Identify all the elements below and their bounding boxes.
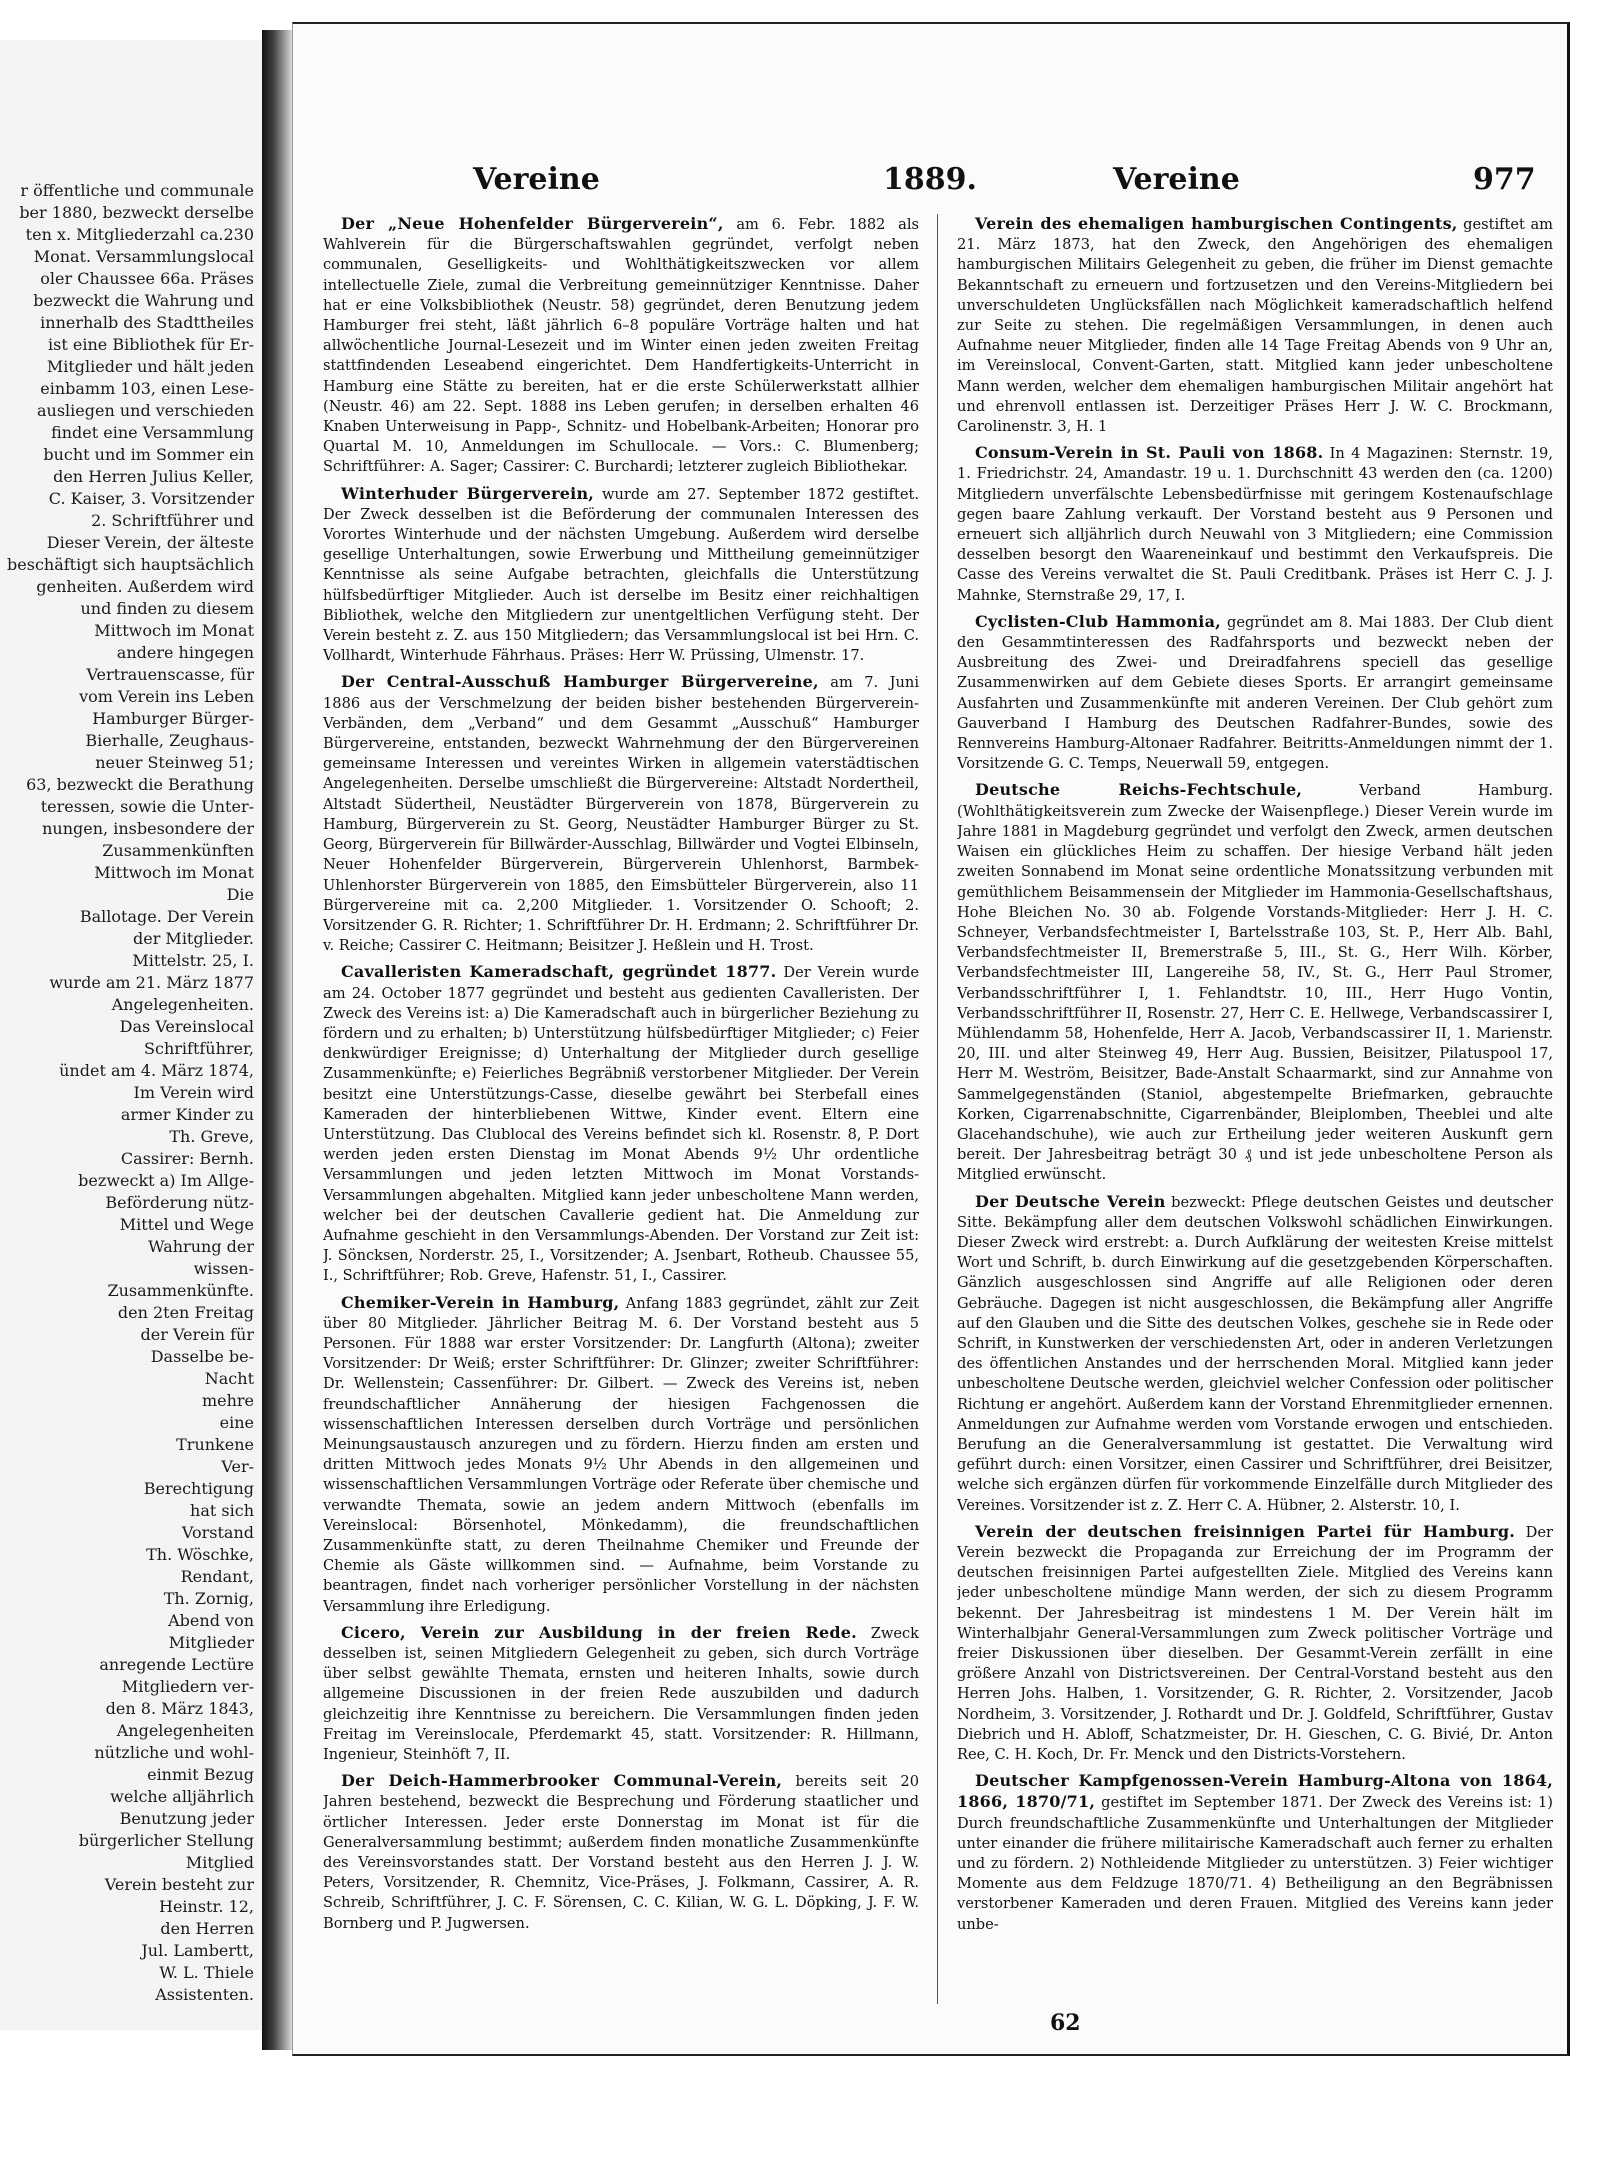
left-fragment-line: andere hingegen xyxy=(116,643,254,662)
entry-text: am 7. Juni 1886 aus der Verschmelzung der beiden bisher bestehenden Bürgerverein-Verbänden, dem „Verband“ und dem Gesammt „Ausschuß“ Hamburger Bürgervereine, entstanden, bezweckt Wahrnehmung der den Bürgervereinen gemeinsame Interessen und vereintes Wirken in allgemein vaterstädtischen Angelegenheiten. Derselbe umschließt die Bürgervereine: Altstadt Nordertheil, Altstadt Südertheil, Neustädter Bürgerverein von 1878, Bürgerverein zu Hamburg, Bürgerverein zu St. Georg, Neustädter Hamburger Bürger zu St. Georg, Bürgerverein für Billwärder-Ausschlag, Billwärder und Vogtei Elbinseln, Neuer Hohenfelder Bürgerverein, Bürgerverein Uhlenhorst, Barmbek-Uhlenhorster Bürgerverein von 1885, den Eimsbütteler Bürgerverein, also 11 Bürgervereine mit ca. 2,200 Mitglieder. 1. Vorsitzender O. Schooft; 2. Vorsitzender G. R. Richter; 1. Schriftführer Dr. H. Erdmann; 2. Schriftführer Dr. v. Reiche; Cassirer C. Heitmann; Beisitzer J. Heßlein und H. Trost. xyxy=(323,674,919,955)
left-fragment-line: Mitglieder und hält jeden xyxy=(46,357,254,376)
book-gutter xyxy=(262,30,292,2050)
left-fragment-line: Dieser Verein, der älteste xyxy=(46,533,254,552)
column-divider xyxy=(937,214,938,2004)
left-fragment-line: Schriftführer, xyxy=(144,1039,254,1058)
left-fragment-line: Das Vereinslocal xyxy=(119,1017,254,1036)
left-fragment-line: Verein besteht zur xyxy=(104,1875,254,1894)
association-entry xyxy=(957,1522,1553,1765)
entry-text: bereits seit 20 Jahren bestehend, bezweckt die Besprechung und Förderung staatlicher und örtlicher Interessen. Jeder erste Donnerstag im Monat ist für die Generalversammlung bestimmt; außerdem finden monatliche Zusammenkünfte des Vereinsvorstandes statt. Der Vorstand besteht aus den Herren J. J. W. Peters, Vorsitzender, R. Chemnitz, Vice-Präses, J. Folkmann, Cassirer, A. R. Schreib, Schriftführer, J. C. F. Sörensen, C. C. Kilian, W. G. L. Döpking, J. F. W. Bornberg und P. Jugwersen. xyxy=(323,1773,919,1932)
left-fragment-line: eine xyxy=(219,1413,254,1432)
left-fragment-line: bezweckt die Wahrung und xyxy=(33,291,254,310)
left-fragment-line: Die xyxy=(226,885,254,904)
two-column-body xyxy=(323,214,1553,2004)
left-fragment-line: Berechtigung xyxy=(143,1479,254,1498)
left-fragment-line: Th. Wöschke, xyxy=(146,1545,254,1564)
right-column xyxy=(957,214,1553,2004)
entry-title: Deutscher Kampfgenossen-Verein Hamburg-Altona von 1864, 1866, 1870/71, xyxy=(957,1771,1553,1812)
left-fragment-line: findet eine Versammlung xyxy=(51,423,254,442)
left-fragment-line: bürgerlicher Stellung xyxy=(78,1831,254,1850)
left-fragment-line: Wahrung der xyxy=(148,1237,254,1256)
entry-title: Der Central-Ausschuß Hamburger Bürgervereine, xyxy=(341,672,819,692)
left-fragment-line: Mitgliedern ver- xyxy=(121,1677,254,1696)
left-fragment-line: 63, bezweckt die Berathung xyxy=(26,775,254,794)
left-fragment-line: vom Verein ins Leben xyxy=(79,687,254,706)
left-fragment-line: Mittel und Wege xyxy=(119,1215,254,1234)
left-fragment-line: den Herren Julius Keller, xyxy=(53,467,254,486)
left-fragment-line: bucht und im Sommer ein xyxy=(43,445,254,464)
association-entry xyxy=(323,1771,919,1934)
association-entry xyxy=(957,1192,1553,1516)
signature-mark: 62 xyxy=(1050,2010,1081,2036)
left-fragment-line: ber 1880, bezweckt derselbe xyxy=(19,203,254,222)
left-fragment-line: Heinstr. 12, xyxy=(159,1897,254,1916)
left-fragment-line: mehre xyxy=(201,1391,254,1410)
entry-text: Zweck desselben ist, seinen Mitgliedern Gelegenheit zu geben, sich durch Vorträge über selbst gewählte Themata, ernsten und heiteren Inhalts, sowie durch allgemeine Discussionen in der freien Rede auszubilden und dadurch gleichzeitig ihre Kenntnisse zu bereichern. Die Versammlungen finden jeden Freitag im Vereinslocale, Pferdemarkt 45, statt. Vorsitzender: R. Hillmann, Ingenieur, Steinhöft 7, II. xyxy=(323,1624,919,1764)
left-fragment-line: Zusammenkünfte. xyxy=(107,1281,254,1300)
header-left-title: Vereine xyxy=(473,162,600,197)
left-fragment-line: welche alljährlich xyxy=(110,1787,254,1806)
left-fragment-line: armer Kinder zu xyxy=(120,1105,254,1124)
left-fragment-line: Vorstand xyxy=(181,1523,254,1542)
left-fragment-line: Mittwoch im Monat xyxy=(94,863,254,882)
left-fragment-line: Angelegenheiten xyxy=(116,1721,254,1740)
entry-title: Verein des ehemaligen hamburgischen Contingents, xyxy=(975,214,1458,233)
entry-text: Verband Hamburg. (Wohlthätigkeitsverein zum Zwecke der Waisenpflege.) Dieser Verein wurde im Jahre 1881 in Magdeburg gegründet und verfolgt den Zweck, armen deutschen Waisen ein glückliches Heim zu schaffen. Der hiesige Verband hält jeden zweiten Sonnabend im Monat seine ordentliche Monatssitzung verbunden mit gemüthlichem Beisammensein der Mitglieder im Hammonia-Gesellschaftshaus, Hohe Bleichen No. 30 ab. Folgende Vorstands-Mitglieder: Herr J. H. C. Schneyer, Verbandsfechtmeister I, Bartelsstraße 103, St. P., Herr Alb. Bahl, Verbandsfechtmeister II, Bremerstraße 5, III., St. G., Herr Wilh. Körber, Verbandsfechtmeister III, Langereihe 58, IV., St. G., Herr Paul Stromer, Verbandsschriftführer I, 1. Fehlandtstr. 10, III., Herr Hugo Vontin, Verbandsschriftführer II, Rosenstr. 27, Herr C. E. Hellwege, Verbandscassirer I, Mühlendamm 58, Hohenfelde, Herr A. Jacob, Verbandscassirer II, 1. Marienstr. 20, III. und alter Steinweg 49, Herr Aug. Bussien, Beisitzer, Pilatuspool 17, Herr M. Weström, Beisitzer, Bade-Anstalt Schaarmarkt, sind zur Annahme von Sammelgegenständen (Staniol, abgestempelte Briefmarken, gebrauchte Korken, Cigarrenabschnitte, Cigarrenbänder, Bleiplomben, Theeblei und alte Glacehandschuhe), wie auch zur Ertheilung jeder weiteren Auskunft gern bereit. Der Jahresbeitrag beträgt 30 ₰ und ist jede unbescholtene Person als Mitglied erwünscht. xyxy=(957,782,1553,1184)
left-fragment-line: Trunkene xyxy=(176,1435,254,1454)
left-fragment-line: Assistenten. xyxy=(155,1985,254,2004)
left-fragment-line: den 2ten Freitag xyxy=(117,1303,254,1322)
left-fragment-line: Cassirer: Bernh. xyxy=(120,1149,254,1168)
left-fragment-line: nungen, insbesondere der xyxy=(42,819,254,838)
entry-title: Consum-Verein in St. Pauli von 1868. xyxy=(975,443,1324,463)
entry-title: Der Deich-Hammerbrooker Communal-Verein, xyxy=(341,1771,783,1791)
left-fragment-line: Im Verein wird xyxy=(133,1083,254,1102)
header-right-title: Vereine xyxy=(1113,162,1240,197)
right-page xyxy=(292,22,1570,2056)
association-entry xyxy=(957,214,1553,437)
left-fragment-line: beschäftigt sich hauptsächlich xyxy=(7,555,254,574)
left-fragment-line: der Verein für xyxy=(140,1325,254,1344)
left-fragment-line: anregende Lectüre xyxy=(99,1655,254,1674)
left-page-text xyxy=(0,180,262,2006)
left-fragment-line: den Herren xyxy=(160,1919,254,1938)
left-fragment-line: Jul. Lambertt, xyxy=(141,1941,254,1960)
association-entry xyxy=(957,612,1553,775)
left-fragment-line: C. Kaiser, 3. Vorsitzender xyxy=(48,489,254,508)
entry-text: gegründet am 8. Mai 1883. Der Club dient den Gesammtinteressen des Radfahrsports und bezweckt neben der Ausbreitung des Zwei- und Dreiradfahrens speciell das gesellige Zusammenwirken auf dem Gebiete dieses Sports. Er arrangirt gemeinsame Ausfahrten und Zusammenkünfte mit anderen Vereinen. Der Club gehört zum Gauverband I Hamburg des Deutschen Radfahrer-Bundes, sowie des Rennvereins Hamburg-Altonaer Radfahrer. Beitritts-Anmeldungen nimmt der 1. Vorsitzende G. C. Temps, Neuerwall 59, entgegen. xyxy=(957,613,1553,773)
entry-title: Der „Neue Hohenfelder Bürgerverein“, xyxy=(341,214,724,233)
entry-text: Der Verein wurde am 24. October 1877 gegründet und besteht aus gedienten Cavalleristen. Der Zweck des Vereins ist: a) Die Kameradschaft auch in bürgerlicher Beziehung zu fördern und zu erhalten; b) Unterstützung hülfsbedürftiger Mitglieder; c) Feier denkwürdiger Ereignisse; d) Unterhaltung der Mitglieder durch gesellige Zusammenkünfte; e) Feierliches Begräbniß verstorbener Mitglieder. Der Verein besitzt eine Unterstützungs-Casse, dieselbe gewährt bei Sterbefall eines Kameraden der hinterbliebenen Wittwe, Kinder event. Eltern eine Unterstützung. Das Clublocal des Vereins befindet sich kl. Rosenstr. 8, P. Dort werden jeden ersten Dienstag im Monat Abends 9½ Uhr ordentliche Versammlungen und jeden letzten Mittwoch im Monat Vorstands-Versammlungen abgehalten. Mitglied kann jeder unbescholtene Mann werden, welcher bei der deutschen Cavallerie gedient hat. Die Anmeldung zur Aufnahme geschieht in den Versammlungs-Abenden. Der Vorstand zur Zeit ist: J. Söncksen, Norderstr. 25, I., Vorsitzender; A. Jsenbart, Rotheub. Chaussee 55, I., Schriftführer; Rob. Greve, Hafenstr. 51, I., Cassirer. xyxy=(323,964,919,1285)
left-fragment-line: hat sich xyxy=(190,1501,254,1520)
page-number: 977 xyxy=(1473,162,1536,197)
left-fragment-line: einmit Bezug xyxy=(147,1765,254,1784)
left-fragment-line: W. L. Thiele xyxy=(159,1963,254,1982)
left-fragment-line: 2. Schriftführer und xyxy=(91,511,254,530)
left-fragment-line: teressen, sowie die Unter- xyxy=(40,797,254,816)
entry-title: Der Deutsche Verein xyxy=(975,1191,1166,1211)
left-column xyxy=(323,214,919,2004)
left-fragment-line: Th. Greve, xyxy=(169,1127,254,1146)
running-header xyxy=(323,162,1553,202)
left-fragment-line: ten x. Mitgliederzahl ca.230 xyxy=(25,225,254,244)
left-fragment-line: Mittwoch im Monat xyxy=(94,621,254,640)
entry-title: Verein der deutschen freisinnigen Partei für Hamburg. xyxy=(975,1521,1516,1541)
entry-title: Winterhuder Bürgerverein, xyxy=(341,483,595,503)
left-fragment-line: Hamburger Bürger- xyxy=(92,709,254,728)
entry-title: Deutsche Reichs-Fechtschule, xyxy=(975,780,1303,800)
left-fragment-line: nützliche und wohl- xyxy=(94,1743,254,1762)
left-fragment-line: Ver- xyxy=(221,1457,254,1476)
association-entry xyxy=(957,443,1553,606)
left-fragment-line: genheiten. Außerdem wird xyxy=(36,577,254,596)
association-entry xyxy=(323,1293,919,1617)
entry-text: In 4 Magazinen: Sternstr. 19, 1. Friedrichstr. 24, Amandastr. 19 u. 1. Durchschnitt 43 werden den (ca. 1200) Mitgliedern unverfälschte Lebensbedürfnisse mit geringem Kostenaufschlage gegen baare Zahlung verkauft. Der Vorstand besteht aus 9 Personen und erneuert sich alljährlich durch Neuwahl von 3 Mitgliedern; eine Commission desselben besorgt den Waareneinkauf und bestimmt den Verkaufspreis. Die Casse des Vereins verwaltet die St. Pauli Creditbank. Präses ist Herr C. J. J. Mahnke, Sternstraße 29, 17, I. xyxy=(957,445,1553,604)
left-fragment-line: Mittelstr. 25, I. xyxy=(132,951,254,970)
left-page-fragment xyxy=(0,40,264,2030)
association-entry xyxy=(957,1771,1553,1935)
entry-text: gestiftet am 21. März 1873, hat den Zweck, den Angehörigen des ehemaligen hamburgischen Militairs Gelegenheit zu geben, die früher im Dienst gemachte Bekanntschaft zu erneuern und fortzusetzen und den Vereins-Mitgliedern bei unverschuldeten Unglücksfällen nach Möglichkeit kameradschaftlich helfend zur Seite zu stehen. Die regelmäßigen Versammlungen, in denen auch Aufnahme neuer Mitglieder, finden alle 14 Tage Freitag Abends von 9 Uhr an, im Vereinslocal, Convent-Garten, statt. Mitglied kann jeder unbescholtene Mann werden, welcher dem ehemaligen hamburgischen Militair angehört hat und ehrenvoll entlassen ist. Derzeitiger Präses Herr J. W. C. Brockmann, Carolinenstr. 3, H. 1 xyxy=(957,216,1553,436)
header-year: 1889. xyxy=(883,162,977,197)
association-entry xyxy=(323,962,919,1286)
entry-title: Chemiker-Verein in Hamburg, xyxy=(341,1292,620,1312)
left-fragment-line: r öffentliche und communale xyxy=(20,181,254,200)
left-fragment-line: den 8. März 1843, xyxy=(105,1699,254,1718)
left-fragment-line: Abend von xyxy=(168,1611,254,1630)
left-fragment-line: der Mitglieder. xyxy=(132,929,254,948)
left-fragment-line: Mitglieder xyxy=(168,1633,254,1652)
entry-title: Cyclisten-Club Hammonia, xyxy=(975,611,1221,631)
left-fragment-line: einbamm 103, einen Lese- xyxy=(40,379,254,398)
left-fragment-line: und finden zu diesem xyxy=(80,599,254,618)
association-entry xyxy=(323,484,919,667)
left-fragment-line: neuer Steinweg 51; xyxy=(95,753,254,772)
association-entry xyxy=(323,214,919,478)
left-fragment-line: Rendant, xyxy=(180,1567,254,1586)
left-fragment-line: Zusammenkünften xyxy=(102,841,254,860)
left-fragment-line: Dasselbe be- xyxy=(150,1347,254,1366)
association-entry xyxy=(323,1623,919,1765)
left-fragment-line: Monat. Versammlungslocal xyxy=(33,247,254,266)
association-entry xyxy=(323,672,919,956)
left-fragment-line: Beförderung nütz- xyxy=(105,1193,254,1212)
entry-title: Cavalleristen Kameradschaft, gegründet 1877. xyxy=(341,962,777,982)
left-fragment-line: innerhalb des Stadttheiles xyxy=(40,313,254,332)
left-fragment-line: Benutzung jeder xyxy=(119,1809,254,1828)
left-fragment-line: Ballotage. Der Verein xyxy=(79,907,254,926)
left-fragment-line: bezweckt a) Im Allge- xyxy=(78,1171,254,1190)
left-fragment-line: Mitglied xyxy=(185,1853,254,1872)
left-fragment-line: wurde am 21. März 1877 xyxy=(49,973,254,992)
entry-text: wurde am 27. September 1872 gestiftet. Der Zweck desselben ist die Beförderung der communalen Interessen des Vorortes Winterhude und der nächsten Umgebung. Außerdem wird derselbe gesellige Unterhaltungen, sowie Erwerbung und Mittheilung gemeinnütziger Kenntnisse als seine Aufgabe betrachten, gleichfalls die Unterstützung hülfsbedürftiger Mitglieder. Auch ist derselbe im Besitz einer reichhaltigen Bibliothek, welche den Mitgliedern zur unentgeltlichen Verfügung steht. Der Verein besteht z. Z. aus 150 Mitgliedern; das Versammlungslocal ist bei Hrn. C. Vollhardt, Winterhude Fährhaus. Präses: Herr W. Prüssing, Ulmenstr. 17. xyxy=(323,485,919,665)
association-entry xyxy=(957,780,1553,1185)
entry-text: Anfang 1883 gegründet, zählt zur Zeit über 80 Mitglieder. Jährlicher Beitrag M. 6. Der Vorstand besteht aus 5 Personen. Für 1888 war erster Vorsitzender: Dr. Langfurth (Altona); zweiter Vorsitzender: Dr Weiß; erster Schriftführer: Dr. Glinzer; zweiter Schriftführer: Dr. Wellenstein; Cassenführer: Dr. Gilbert. — Zweck des Vereins ist, neben freundschaftlicher Annäherung der hiesigen Fachgenossen die wissenschaftlichen Interessen derselben durch Vorträge und persönlichen Meinungsaustausch anzuregen und zu fördern. Hierzu finden am ersten und dritten Mittwoch jedes Monats 9½ Uhr Abends in den allgemeinen und wissenschaftlichen Versammlungen Vorträge oder Referate über chemische und verwandte Themata, sowie an jedem andern Mittwoch (ebenfalls im Vereinslocal: Börsenhotel, Mönkedamm), die freundschaftlichen Zusammenkünfte statt, zu deren Theilnahme Chemiker und Freunde der Chemie als Gäste willkommen sind. — Aufnahme, beim Vorstande zu beantragen, findet nach vorheriger persönlicher Vorstellung in der nächsten Versammlung ihre Erledigung. xyxy=(323,1294,919,1615)
entry-text: gestiftet im September 1871. Der Zweck des Vereins ist: 1) Durch freundschaftliche Zusammenkünfte und Unterhaltungen der Mitglieder unter einander die frühere militairische Kameradschaft auch ferner zu erhalten und zu fördern. 2) Nothleidende Mitglieder zu unterstützen. 3) Feier wichtiger Momente aus dem Feldzuge 1870/71. 4) Betheiligung an den Begräbnissen verstorbener Kameraden und deren Frauen. Mitglied des Vereins kann jeder unbe- xyxy=(957,1794,1553,1933)
left-fragment-line: Bierhalle, Zeughaus- xyxy=(85,731,254,750)
left-fragment-line: oler Chaussee 66a. Präses xyxy=(40,269,254,288)
left-fragment-line: ündet am 4. März 1874, xyxy=(59,1061,254,1080)
left-fragment-line: Vertrauenscasse, für xyxy=(86,665,254,684)
entry-title: Cicero, Verein zur Ausbildung in der freien Rede. xyxy=(341,1622,857,1642)
left-fragment-line: ist eine Bibliothek für Er- xyxy=(48,335,254,354)
left-fragment-line: ausliegen und verschieden xyxy=(36,401,254,420)
left-fragment-line: Angelegenheiten. xyxy=(111,995,254,1014)
entry-text: Der Verein bezweckt die Propaganda zur Erreichung der im Programm der deutschen freisinnigen Partei aufgestellten Ziele. Mitglied des Vereins kann jeder unbescholtene mündige Mann werden, der sich zu diesem Programm bekennt. Der Jahresbeitrag ist mindestens 1 M. Der Verein hält im Winterhalbjahr General-Versammlungen zum Zweck politischer Vorträge und freier Diskussionen über dieselben. Der Gesammt-Verein zerfällt in eine größere Anzahl von Districtsvereinen. Der Central-Vorstand besteht aus den Herren Johs. Halben, 1. Vorsitzender, G. R. Richter, 2. Vorsitzender, Jacob Nordheim, 3. Vorsitzender, J. Rothardt und Dr. J. Goldfeld, Schriftführer, Gustav Diebrich und H. Abloff, Schatzmeister, Dr. H. Gieschen, C. G. Bivié, Dr. Anton Ree, C. H. Koch, Dr. Fr. Menck und den Districts-Vorstehern. xyxy=(957,1523,1553,1764)
left-fragment-line: wissen- xyxy=(193,1259,254,1278)
left-fragment-line: Nacht xyxy=(204,1369,254,1388)
entry-text: am 6. Febr. 1882 als Wahlverein für die Bürgerschaftswahlen gegründet, verfolgt neben communalen, Geselligkeits- und Wohlthätigkeitszwecken vor allem intellectuelle Ziele, zumal die Verbreitung gemeinnütziger Kenntnisse. Daher hat er eine Volksbibliothek (Neustr. 58) gegründet, deren Benutzung jedem Hamburger frei steht, läßt jährlich 6–8 populäre Vorträge halten und hat allwöchentliche Journal-Lesezeit und im Winter einen jeden zweiten Freitag stattfindenden Leseabend eingerichtet. Dem Handfertigkeits-Unterricht in Hamburg eine Stätte zu bereiten, hat er die erste Schülerwerkstatt allhier (Neustr. 46) am 22. Sept. 1888 ins Leben gerufen; in derselben erhalten 46 Knaben Unterweisung in Papp-, Schnitz- und Hobelbank-Arbeiten; Honorar pro Quartal M. 10, Anmeldungen im Schullocale. — Vors.: C. Blumenberg; Schriftführer: A. Sager; Cassirer: C. Burchardi; letzterer zugleich Bibliothekar. xyxy=(323,216,919,476)
left-fragment-line: Th. Zornig, xyxy=(163,1589,254,1608)
entry-text: bezweckt: Pflege deutschen Geistes und deutscher Sitte. Bekämpfung aller dem deutschen Volkswohl schädlichen Einwirkungen. Dieser Zweck wird erstrebt: a. Durch Aufklärung der weitesten Kreise mittelst Wort und Schrift, b. durch Einwirkung auf die gesetzgebenden Körperschaften. Gänzlich ausgeschlossen sind Angriffe auf alle Religionen oder deren Gebräuche. Dagegen ist nicht ausgeschlossen, die Bekämpfung aller Angriffe auf den Glauben und die Sitte des deutschen Volkes, geschehe sie in Rede oder Schrift, in Kunstwerken der verschiedensten Art, oder in anderen Verletzungen des öffentlichen Anstandes und der herrschenden Moral. Mitglied kann jeder unbescholtene Deutsche werden, gleichviel welcher Confession oder politischer Richtung er angehört. Außerdem kann der Vorstand Ehrenmitglieder ernennen. Anmeldungen zur Aufnahme werden vom Vorstande erwogen und entschieden. Berufung an die Generalversammlung ist gestattet. Die Verwaltung wird geführt durch: einen Vorsitzer, einen Cassirer und Schriftführer, drei Beisitzer, welche sich ergänzen dürfen für vorkommende Einzelfälle durch Mitglieder des Vereines. Vorsitzender ist z. Z. Herr C. A. Hübner, 2. Alsterstr. 10, I. xyxy=(957,1193,1553,1514)
